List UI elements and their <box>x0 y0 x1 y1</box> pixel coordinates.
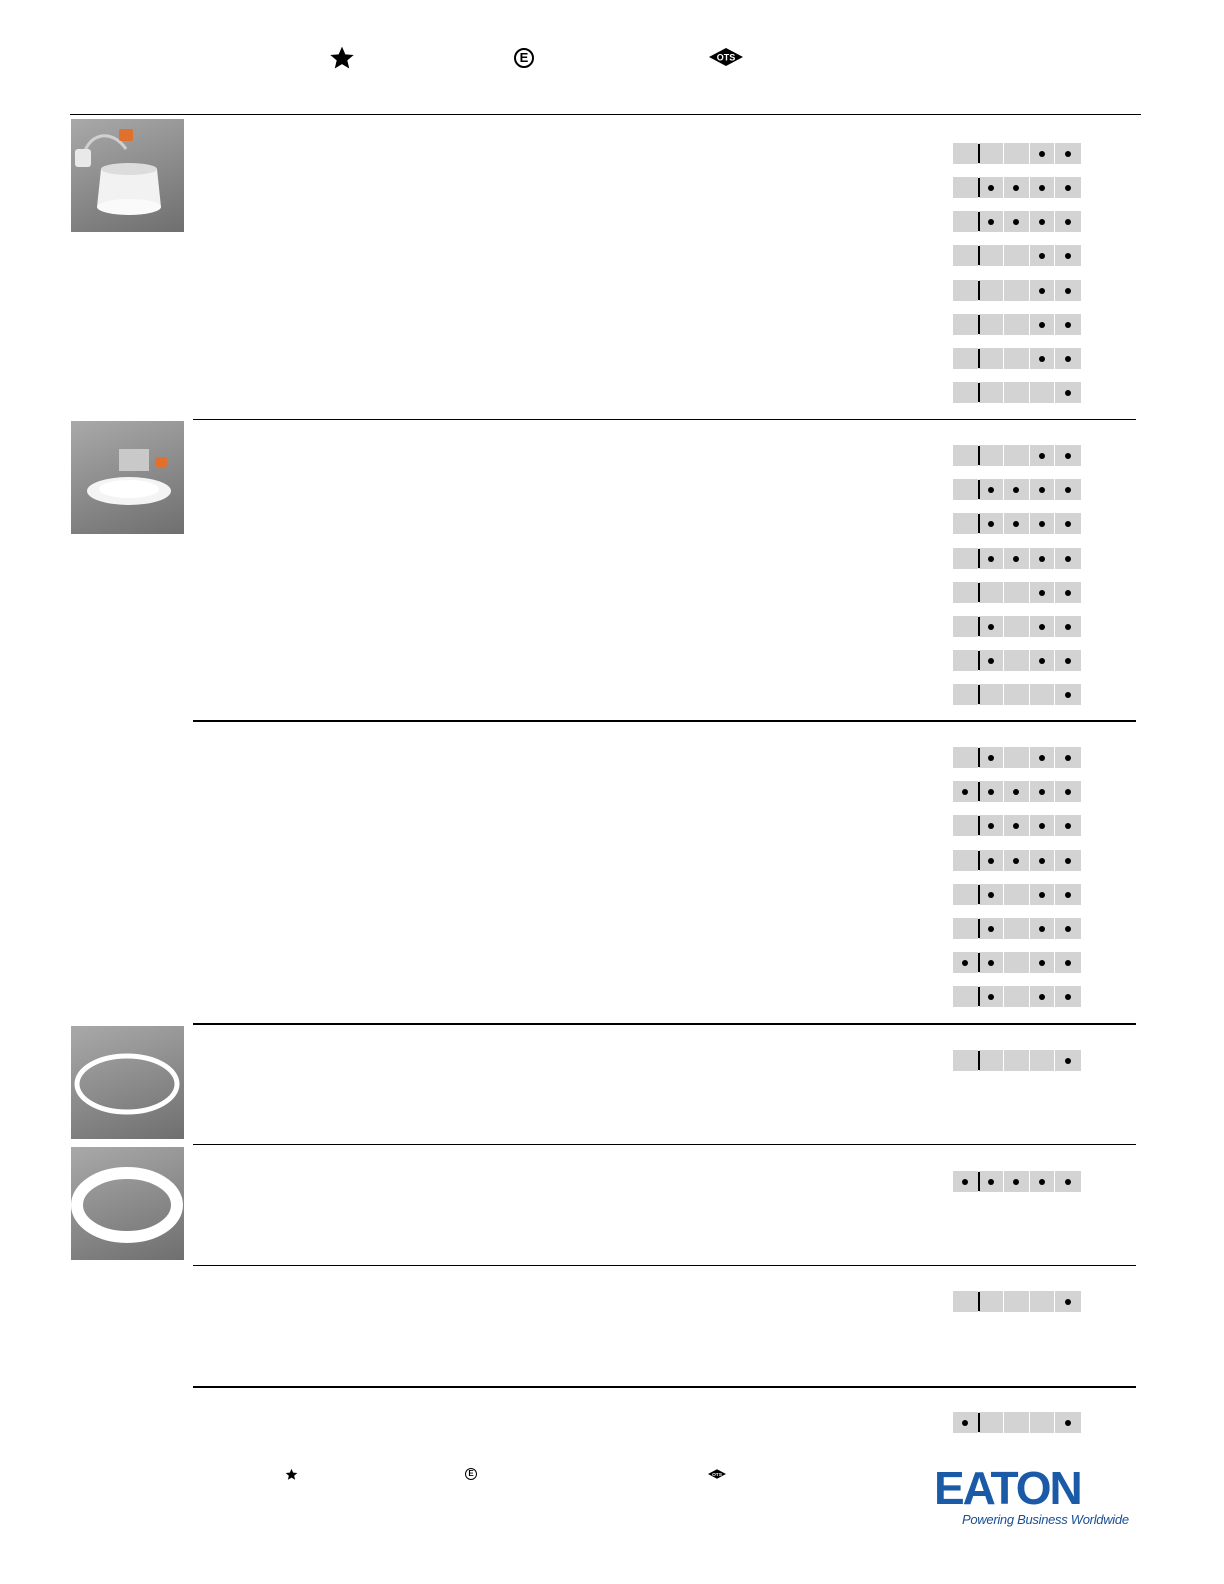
availability-row <box>953 1050 1081 1071</box>
availability-cell <box>953 314 979 335</box>
availability-dot <box>1030 1171 1056 1192</box>
availability-dot <box>979 650 1005 671</box>
availability-dot <box>1030 445 1056 466</box>
availability-dot <box>1055 616 1081 637</box>
availability-cell <box>1004 245 1030 266</box>
availability-dot <box>953 952 979 973</box>
availability-dot <box>1004 479 1030 500</box>
availability-row <box>953 177 1081 198</box>
availability-cell <box>953 548 979 569</box>
availability-cell <box>1030 1412 1056 1433</box>
availability-cell <box>1004 650 1030 671</box>
availability-dot <box>1004 548 1030 569</box>
availability-row <box>953 245 1081 266</box>
availability-cell <box>953 445 979 466</box>
availability-dot <box>953 1412 979 1433</box>
availability-row <box>953 684 1081 705</box>
availability-dot <box>1055 815 1081 836</box>
availability-dot <box>1030 177 1056 198</box>
availability-dot <box>953 1171 979 1192</box>
svg-text:OTS: OTS <box>716 52 736 63</box>
availability-dot <box>1004 513 1030 534</box>
availability-row <box>953 986 1081 1007</box>
availability-dot <box>1055 382 1081 403</box>
availability-cell <box>953 143 979 164</box>
availability-dot <box>1055 177 1081 198</box>
availability-dot <box>979 548 1005 569</box>
section-divider <box>193 1265 1136 1266</box>
availability-cell <box>953 616 979 637</box>
availability-dot <box>1055 1171 1081 1192</box>
availability-cell <box>953 1050 979 1071</box>
section-divider <box>193 1386 1136 1388</box>
availability-cell <box>953 382 979 403</box>
availability-row <box>953 616 1081 637</box>
availability-cell <box>979 582 1005 603</box>
star-icon <box>284 1467 298 1481</box>
availability-cell <box>953 245 979 266</box>
availability-cell <box>953 1291 979 1312</box>
availability-dot <box>1055 280 1081 301</box>
availability-dot <box>979 747 1005 768</box>
availability-dot <box>1030 650 1056 671</box>
availability-cell <box>979 445 1005 466</box>
section-divider <box>193 720 1136 722</box>
availability-row <box>953 1291 1081 1312</box>
product-image-trim-ring-thin <box>71 1026 184 1139</box>
availability-cell <box>979 314 1005 335</box>
availability-cell <box>953 582 979 603</box>
availability-cell <box>1004 1412 1030 1433</box>
availability-row <box>953 815 1081 836</box>
availability-dot <box>1030 143 1056 164</box>
availability-cell <box>1004 280 1030 301</box>
availability-dot <box>979 479 1005 500</box>
availability-cell <box>979 143 1005 164</box>
availability-cell <box>979 348 1005 369</box>
availability-cell <box>953 650 979 671</box>
availability-cell <box>979 1291 1005 1312</box>
availability-dot <box>1055 348 1081 369</box>
availability-cell <box>1004 684 1030 705</box>
section-divider <box>193 419 1136 420</box>
availability-dot <box>1055 884 1081 905</box>
product-image-retrofit-module <box>71 119 184 232</box>
availability-dot <box>1030 513 1056 534</box>
availability-row <box>953 582 1081 603</box>
availability-row <box>953 445 1081 466</box>
availability-dot <box>1055 211 1081 232</box>
availability-dot <box>1004 1171 1030 1192</box>
availability-dot <box>1055 986 1081 1007</box>
availability-cell <box>953 747 979 768</box>
availability-cell <box>953 684 979 705</box>
availability-dot <box>979 952 1005 973</box>
availability-cell <box>1004 382 1030 403</box>
availability-row <box>953 280 1081 301</box>
availability-cell <box>953 177 979 198</box>
availability-row <box>953 850 1081 871</box>
availability-row <box>953 747 1081 768</box>
section-divider <box>193 1023 1136 1025</box>
availability-dot <box>1030 616 1056 637</box>
availability-dot <box>1030 747 1056 768</box>
availability-dot <box>1030 280 1056 301</box>
availability-dot <box>1055 1412 1081 1433</box>
availability-dot <box>1030 548 1056 569</box>
availability-dot <box>1030 211 1056 232</box>
product-image-trim-ring-wide <box>71 1147 184 1260</box>
availability-cell <box>953 884 979 905</box>
availability-cell <box>953 986 979 1007</box>
availability-row <box>953 952 1081 973</box>
availability-dot <box>1030 314 1056 335</box>
availability-dot <box>1055 479 1081 500</box>
availability-dot <box>1030 918 1056 939</box>
availability-dot <box>1055 1050 1081 1071</box>
availability-cell <box>979 1050 1005 1071</box>
availability-dot <box>1030 850 1056 871</box>
e-mark-icon: E <box>464 1467 478 1481</box>
availability-dot <box>1004 815 1030 836</box>
availability-dot <box>1055 445 1081 466</box>
availability-dot <box>1030 986 1056 1007</box>
availability-row <box>953 1171 1081 1192</box>
availability-dot <box>1004 177 1030 198</box>
star-icon <box>328 44 356 72</box>
availability-dot <box>1055 245 1081 266</box>
availability-dot <box>979 850 1005 871</box>
availability-dot <box>979 918 1005 939</box>
availability-cell <box>979 245 1005 266</box>
availability-dot <box>953 781 979 802</box>
availability-dot <box>1004 211 1030 232</box>
availability-dot <box>1030 479 1056 500</box>
availability-row <box>953 884 1081 905</box>
availability-cell <box>1004 348 1030 369</box>
availability-row <box>953 650 1081 671</box>
availability-row <box>953 211 1081 232</box>
availability-cell <box>1004 314 1030 335</box>
availability-dot <box>1055 952 1081 973</box>
availability-dot <box>1055 314 1081 335</box>
availability-cell <box>1004 1050 1030 1071</box>
availability-row <box>953 918 1081 939</box>
availability-dot <box>979 781 1005 802</box>
availability-cell <box>1004 952 1030 973</box>
availability-dot <box>1030 952 1056 973</box>
availability-cell <box>1030 684 1056 705</box>
availability-row <box>953 314 1081 335</box>
availability-dot <box>1055 582 1081 603</box>
brand-tagline: Powering Business Worldwide <box>962 1512 1129 1527</box>
availability-cell <box>979 1412 1005 1433</box>
availability-row <box>953 348 1081 369</box>
availability-cell <box>1030 1291 1056 1312</box>
availability-row <box>953 479 1081 500</box>
section-divider <box>193 1144 1136 1145</box>
availability-row <box>953 781 1081 802</box>
availability-dot <box>979 986 1005 1007</box>
ots-icon <box>708 1468 726 1480</box>
availability-cell <box>1004 445 1030 466</box>
availability-dot <box>1055 1291 1081 1312</box>
availability-row <box>953 143 1081 164</box>
availability-dot <box>1055 650 1081 671</box>
svg-text:OTS: OTS <box>712 1472 722 1478</box>
availability-dot <box>1055 850 1081 871</box>
availability-cell <box>953 348 979 369</box>
availability-cell <box>953 513 979 534</box>
availability-cell <box>1004 884 1030 905</box>
header-rule <box>70 114 1141 115</box>
availability-cell <box>953 815 979 836</box>
availability-cell <box>1030 382 1056 403</box>
availability-dot <box>1030 884 1056 905</box>
availability-cell <box>1004 986 1030 1007</box>
availability-dot <box>1030 582 1056 603</box>
availability-dot <box>1030 781 1056 802</box>
availability-dot <box>979 884 1005 905</box>
availability-cell <box>1004 747 1030 768</box>
availability-cell <box>979 280 1005 301</box>
availability-dot <box>1030 245 1056 266</box>
e-mark-icon: E <box>512 46 536 70</box>
availability-cell <box>1004 582 1030 603</box>
availability-cell <box>1030 1050 1056 1071</box>
availability-dot <box>1055 747 1081 768</box>
availability-dot <box>979 1171 1005 1192</box>
availability-cell <box>979 684 1005 705</box>
availability-cell <box>953 850 979 871</box>
availability-dot <box>1055 781 1081 802</box>
availability-cell <box>953 479 979 500</box>
availability-dot <box>1055 143 1081 164</box>
availability-dot <box>1055 684 1081 705</box>
availability-row <box>953 513 1081 534</box>
availability-row <box>953 1412 1081 1433</box>
availability-dot <box>1055 548 1081 569</box>
availability-row <box>953 548 1081 569</box>
availability-cell <box>953 280 979 301</box>
availability-dot <box>1055 918 1081 939</box>
availability-cell <box>953 918 979 939</box>
ots-icon <box>708 47 744 67</box>
availability-cell <box>1004 616 1030 637</box>
availability-cell <box>1004 1291 1030 1312</box>
availability-dot <box>1004 781 1030 802</box>
availability-dot <box>1004 850 1030 871</box>
product-image-trim-module <box>71 421 184 534</box>
availability-dot <box>979 616 1005 637</box>
availability-dot <box>979 211 1005 232</box>
availability-dot <box>1055 513 1081 534</box>
availability-dot <box>1030 348 1056 369</box>
availability-dot <box>979 815 1005 836</box>
eaton-logo: EATON <box>934 1462 1081 1514</box>
availability-row <box>953 382 1081 403</box>
availability-dot <box>1030 815 1056 836</box>
availability-dot <box>979 513 1005 534</box>
availability-cell <box>1004 918 1030 939</box>
availability-cell <box>953 211 979 232</box>
availability-cell <box>979 382 1005 403</box>
availability-cell <box>1004 143 1030 164</box>
availability-dot <box>979 177 1005 198</box>
